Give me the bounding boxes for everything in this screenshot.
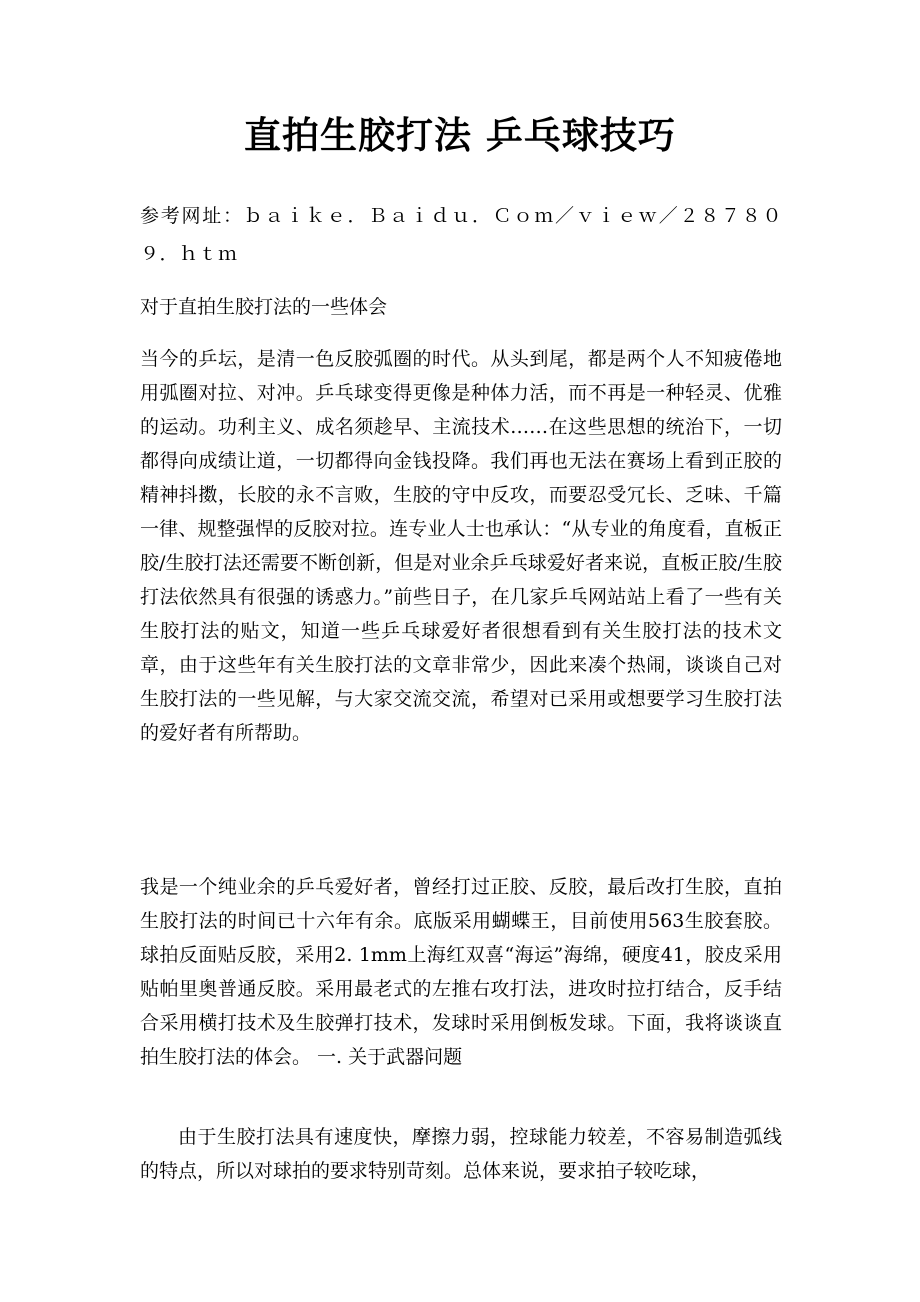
paragraph: 由于生胶打法具有速度快，摩擦力弱，控球能力较差，不容易制造弧线的特点，所以对球拍的要求特别苛刻。总体来说，要求拍子较吃球， <box>140 1126 782 1182</box>
document-title: 直拍生胶打法 乒乓球技巧 <box>244 113 676 157</box>
paragraph: 我是一个纯业余的乒乓爱好者，曾经打过正胶、反胶，最后改打生胶，直拍生胶打法的时间已十六年有余。底版采用蝴蝶王，目前使用563生胶套胶。球拍反面贴反胶，采用2. 1mm上海红双喜“海运”海绵，硬度41，胶皮采用贴帕里奥普通反胶。采用最老式的左推右攻打法，进攻时拉打结合，反手结合采用横打技术及生胶弹打技术，发球时采用倒板发球。下面，我将谈谈直拍生胶打法的体会。 一. 关于武器问题 <box>140 876 782 1068</box>
section-heading: 对于直拍生胶打法的一些体会 <box>140 296 388 318</box>
paragraph: 当今的乒坛，是清一色反胶弧圈的时代。从头到尾，都是两个人不知疲倦地用弧圈对拉、对冲。乒乓球变得更像是种体力活，而不再是一种轻灵、优雅的运动。功利主义、成名须趁早、主流技术……在这些思想的统治下，一切都得向成绩让道，一切都得向金钱投降。我们再也无法在赛场上看到正胶的精神抖擞，长胶的永不言败，生胶的守中反攻，而要忍受冗长、乏味、千篇一律、规整强悍的反胶对拉。连专业人士也承认：“从专业的角度看，直板正胶/生胶打法还需要不断创新，但是对业余乒乓球爱好者来说，直板正胶/生胶打法依然具有很强的诱惑力。”前些日子，在几家乒乓网站站上看了一些有关生胶打法的贴文，知道一些乒乓球爱好者很想看到有关生胶打法的技术文章，由于这些年有关生胶打法的文章非常少，因此来凑个热闹，谈谈自己对生胶打法的一些见解，与大家交流交流，希望对已采用或想要学习生胶打法的爱好者有所帮助。 <box>140 348 782 744</box>
reference-url: 参考网址：ｂａｉｋｅ．Ｂａｉｄｕ．Ｃｏｍ／ｖｉｅｗ／２８７８０９．ｈｔｍ <box>140 205 782 265</box>
